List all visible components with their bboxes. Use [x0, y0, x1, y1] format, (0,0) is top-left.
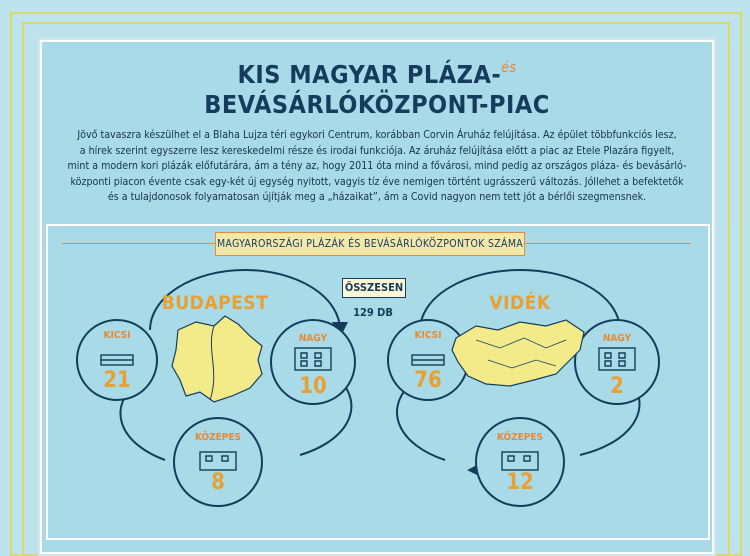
- intro-line: központi piacon évente csak egy-két új egység nyitott, vagyis tíz éve nemigen történt ugrásszerű változás. Jóllehet a befektetők: [70, 175, 684, 188]
- videk-kicsi-label: KICSI: [414, 330, 442, 341]
- stats-banner: MAGYARORSZÁGI PLÁZÁK ÉS BEVÁSÁRLÓKÖZPONTOK SZÁMA: [215, 232, 525, 256]
- intro-line: Jövő tavaszra készülhet el a Blaha Lujza téri egykori Centrum, korábban Corvin Áruház felújítása. Az épület többfunkciós lesz,: [77, 129, 677, 141]
- intro-line: mint a modern kori plázák előfutárára, ám a tény az, hogy 2011 óta mind a fővárosi, mind pedig az országos pláza- és bevásárló-: [67, 160, 687, 172]
- title-line-2: BEVÁSÁRLÓKÖZPONT-PIAC: [204, 90, 550, 119]
- videk-kicsi-value: 76: [414, 368, 442, 393]
- title-connector: és: [501, 60, 517, 76]
- videk-name: VIDÉK: [489, 292, 551, 314]
- budapest-kicsi-value: 21: [103, 368, 131, 393]
- budapest-nagy-label: NAGY: [298, 333, 328, 344]
- budapest-kozepes-value: 8: [211, 470, 225, 495]
- videk-nagy-value: 2: [610, 374, 624, 399]
- budapest-map-shape: [172, 316, 262, 402]
- videk-kozepes-value: 12: [506, 470, 534, 495]
- budapest-kicsi-label: KICSI: [103, 330, 131, 341]
- budapest-kozepes-label: KÖZEPES: [194, 432, 242, 443]
- budapest-nagy-value: 10: [299, 374, 327, 399]
- budapest-name: BUDAPEST: [161, 292, 269, 314]
- videk-kozepes-label: KÖZEPES: [496, 432, 544, 443]
- videk-nagy-label: NAGY: [602, 333, 632, 344]
- title-text-1: KIS MAGYAR PLÁZA-: [237, 60, 502, 89]
- total-value: 129 DB: [353, 306, 393, 319]
- hungary-map-shape: [452, 320, 584, 386]
- intro-line: a hírek szerint egyszerre lesz kereskedelmi része és irodai funkciója. Az áruház felújítása előtt a piac az Etele Plazára figyelt,: [79, 144, 675, 157]
- intro-line: és a tulajdonosok folyamatosan újítják meg a „házaikat”, ám a Covid nagyon nem tett jót a bérlői szegmensnek.: [107, 191, 647, 203]
- total-label: ÖSSZESEN: [342, 278, 406, 298]
